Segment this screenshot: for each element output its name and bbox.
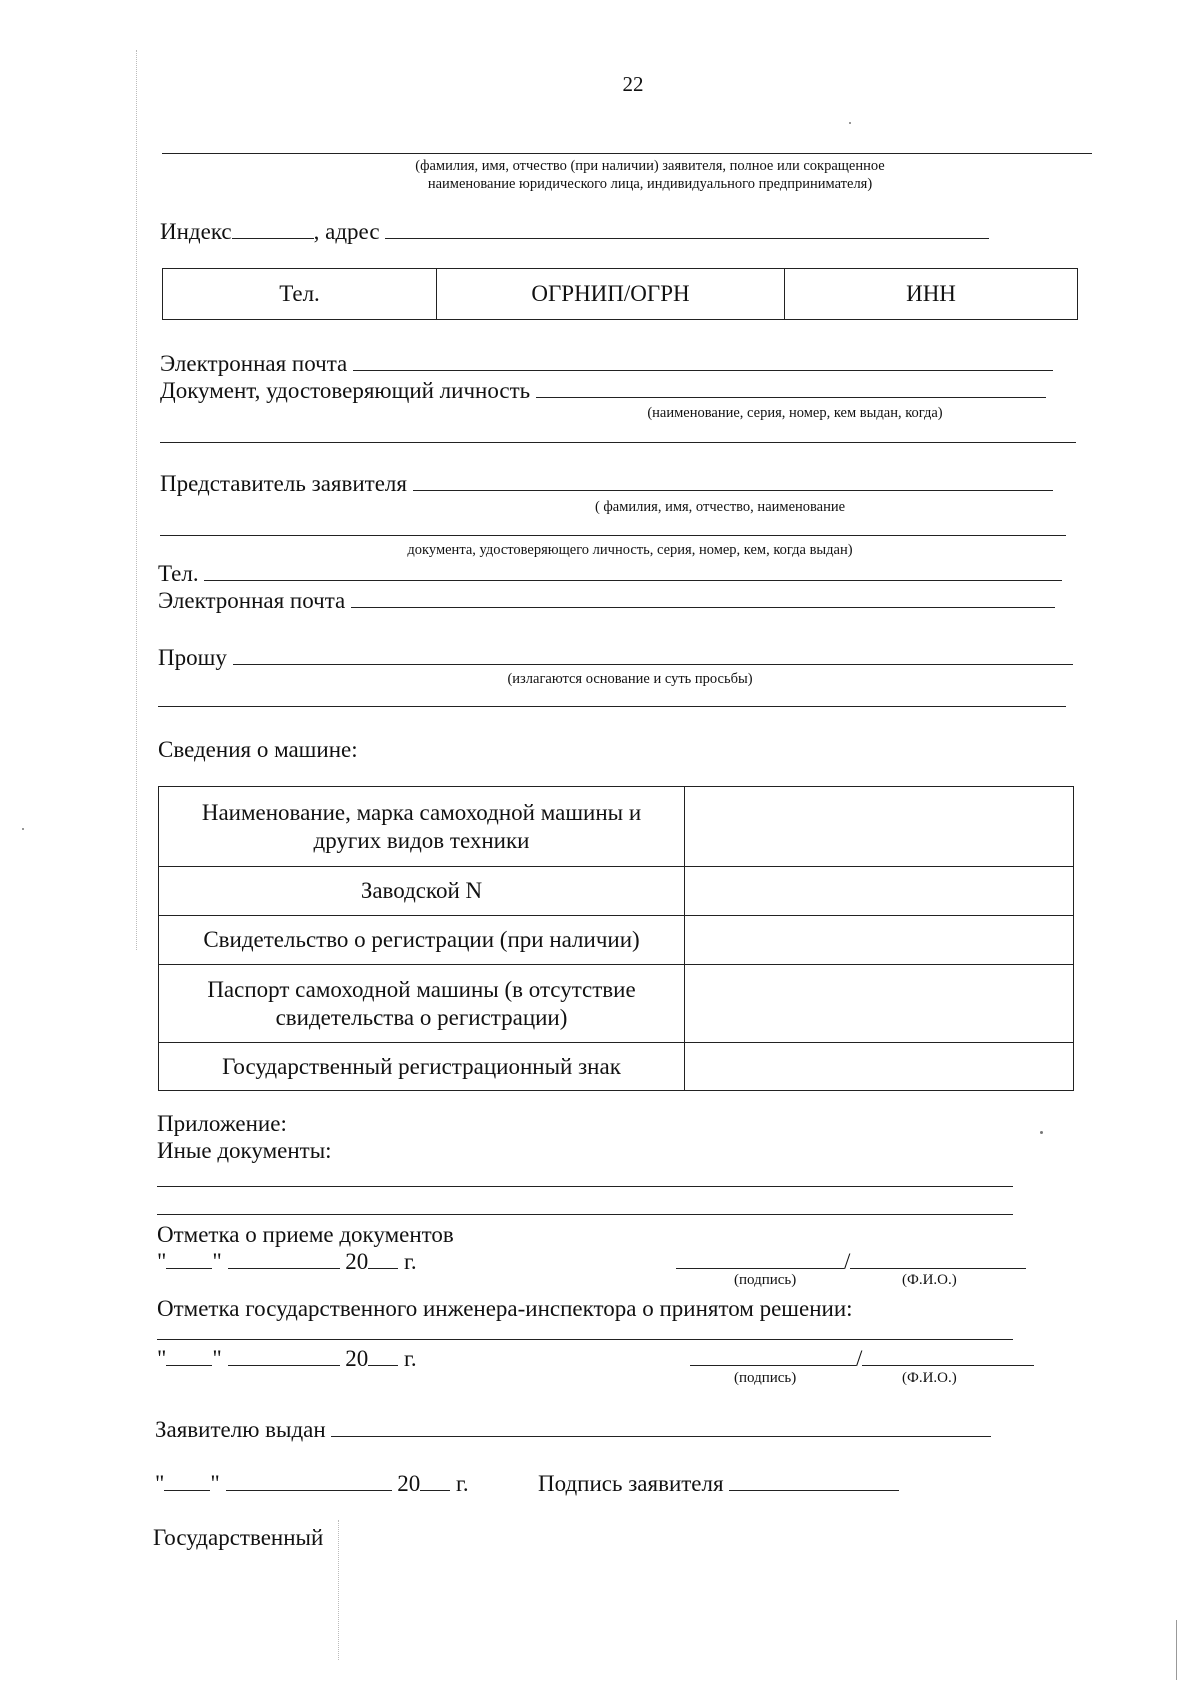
- representative-field[interactable]: [413, 472, 1053, 491]
- issued-day-field[interactable]: [164, 1472, 210, 1491]
- issued-date-row: [155, 1472, 469, 1495]
- receipt-slash: /: [844, 1249, 851, 1274]
- table-row: [159, 916, 1074, 965]
- machine-heading: Сведения о машине:: [158, 737, 358, 762]
- scan-speck: [849, 122, 851, 124]
- other-docs-line-1[interactable]: [157, 1186, 1013, 1187]
- inspector-year-prefix: 20: [345, 1346, 369, 1371]
- machine-value-certificate[interactable]: [685, 916, 1074, 965]
- receipt-date-row: [157, 1250, 417, 1273]
- table-row: [159, 965, 1074, 1043]
- inspector-year-suffix: г.: [404, 1346, 417, 1371]
- request-line-2[interactable]: [158, 706, 1066, 707]
- id-doc-caption: (наименование, серия, номер, кем выдан, когда): [647, 405, 943, 421]
- representative-row: [160, 472, 1053, 495]
- footer-word: Государственный: [153, 1525, 324, 1550]
- inspector-year-field[interactable]: [368, 1347, 398, 1366]
- machine-row-passport: Паспорт самоходной машины (в отсутствие свидетельства о регистрации): [159, 965, 685, 1043]
- inspector-month-field[interactable]: [228, 1347, 340, 1366]
- inspector-fio-caption: (Ф.И.О.): [902, 1370, 957, 1386]
- receipt-label: Отметка о приеме документов: [157, 1222, 454, 1247]
- page-number: 22: [622, 72, 644, 96]
- rep-email-row: [158, 589, 1055, 612]
- receipt-year-suffix: г.: [404, 1249, 417, 1274]
- email-row: [160, 352, 1053, 375]
- rep-email-label: Электронная почта: [158, 588, 346, 613]
- inspector-decision-line[interactable]: [157, 1339, 1013, 1340]
- rep-email-field[interactable]: [351, 589, 1055, 608]
- issued-quote-close: ": [210, 1471, 220, 1496]
- issued-row: [155, 1418, 991, 1441]
- address-label: , адрес: [313, 219, 380, 244]
- inspector-day-field[interactable]: [166, 1347, 212, 1366]
- applicant-signature-row: [538, 1472, 899, 1495]
- machine-value-passport[interactable]: [685, 965, 1074, 1043]
- contacts-table: [162, 268, 1078, 320]
- table-row: [159, 787, 1074, 867]
- inspector-signature-field[interactable]: [690, 1347, 856, 1366]
- other-docs-line-2[interactable]: [157, 1214, 1013, 1215]
- request-label: Прошу: [158, 645, 227, 670]
- machine-row-serial: Заводской N: [159, 867, 685, 916]
- inspector-quote-open: ": [157, 1346, 167, 1371]
- applicant-name-line[interactable]: [162, 153, 1092, 154]
- id-doc-label: Документ, удостоверяющий личность: [160, 378, 531, 403]
- applicant-caption-line1: (фамилия, имя, отчество (при наличии) заявителя, полное или сокращенное: [415, 158, 885, 174]
- machine-value-name[interactable]: [685, 787, 1074, 867]
- receipt-quote-open: ": [157, 1249, 167, 1274]
- inspector-sign-row: [690, 1347, 1034, 1370]
- scan-edge-right: [1176, 1620, 1177, 1680]
- receipt-year-prefix: 20: [345, 1249, 369, 1274]
- issued-label: Заявителю выдан: [155, 1417, 326, 1442]
- machine-table: [158, 786, 1074, 1091]
- inspector-label: Отметка государственного инженера-инспектора о принятом решении:: [157, 1296, 853, 1321]
- index-address-row: [160, 220, 989, 243]
- scan-speck: [1040, 1131, 1043, 1134]
- id-doc-row: [160, 379, 1046, 402]
- issued-year-field[interactable]: [420, 1472, 450, 1491]
- scan-speck: [22, 828, 24, 830]
- receipt-sign-caption: (подпись): [734, 1272, 797, 1288]
- representative-line-2[interactable]: [160, 535, 1066, 536]
- inspector-date-row: [157, 1347, 417, 1370]
- contacts-phone-cell: Тел.: [163, 269, 437, 319]
- receipt-month-field[interactable]: [228, 1250, 340, 1269]
- scan-edge-bottom: [338, 1520, 339, 1660]
- attachments-label: Приложение:: [157, 1111, 287, 1136]
- applicant-caption: [300, 157, 1000, 193]
- request-row: [158, 646, 1073, 669]
- address-field[interactable]: [385, 220, 989, 239]
- rep-phone-label: Тел.: [158, 561, 199, 586]
- representative-caption-1: ( фамилия, имя, отчество, наименование: [594, 499, 846, 515]
- machine-row-plate: Государственный регистрационный знак: [159, 1043, 685, 1091]
- receipt-sign-row: [676, 1250, 1026, 1273]
- issued-year-prefix: 20: [397, 1471, 421, 1496]
- issued-year-suffix: г.: [456, 1471, 469, 1496]
- representative-label: Представитель заявителя: [160, 471, 407, 496]
- machine-value-serial[interactable]: [685, 867, 1074, 916]
- issued-month-field[interactable]: [226, 1472, 392, 1491]
- contacts-inn-cell: ИНН: [906, 281, 956, 306]
- receipt-year-field[interactable]: [368, 1250, 398, 1269]
- request-caption: (излагаются основание и суть просьбы): [507, 671, 753, 687]
- request-field[interactable]: [233, 646, 1073, 665]
- table-row: [159, 1043, 1074, 1091]
- receipt-day-field[interactable]: [166, 1250, 212, 1269]
- applicant-signature-field[interactable]: [729, 1472, 899, 1491]
- contacts-ogrn-cell: ОГРНИП/ОГРН: [437, 269, 785, 319]
- index-label: Индекс: [160, 219, 232, 244]
- inspector-sign-caption: (подпись): [734, 1370, 797, 1386]
- machine-value-plate[interactable]: [685, 1043, 1074, 1091]
- email-label: Электронная почта: [160, 351, 348, 376]
- receipt-signature-field[interactable]: [676, 1250, 844, 1269]
- inspector-quote-close: ": [212, 1346, 222, 1371]
- issued-quote-open: ": [155, 1471, 165, 1496]
- machine-row-certificate: Свидетельство о регистрации (при наличии): [159, 916, 685, 965]
- issued-field[interactable]: [331, 1418, 991, 1437]
- email-field[interactable]: [353, 352, 1053, 371]
- inspector-fio-field[interactable]: [862, 1347, 1034, 1366]
- id-doc-line-2[interactable]: [160, 442, 1076, 443]
- inspector-slash: /: [856, 1346, 863, 1371]
- applicant-caption-line2: наименование юридического лица, индивидуального предпринимателя): [427, 176, 873, 192]
- scan-edge-left: [136, 50, 137, 950]
- rep-phone-row: [158, 562, 1062, 585]
- machine-row-name: Наименование, марка самоходной машины и других видов техники: [159, 787, 685, 867]
- table-row: [159, 867, 1074, 916]
- receipt-fio-field[interactable]: [850, 1250, 1026, 1269]
- applicant-signature-label: Подпись заявителя: [538, 1471, 724, 1496]
- receipt-quote-close: ": [212, 1249, 222, 1274]
- rep-phone-field[interactable]: [204, 562, 1062, 581]
- representative-caption-2: документа, удостоверяющего личность, серия, номер, кем, когда выдан): [407, 542, 853, 558]
- index-field[interactable]: [232, 220, 314, 239]
- other-docs-label: Иные документы:: [157, 1138, 332, 1163]
- id-doc-field[interactable]: [536, 379, 1046, 398]
- receipt-fio-caption: (Ф.И.О.): [902, 1272, 957, 1288]
